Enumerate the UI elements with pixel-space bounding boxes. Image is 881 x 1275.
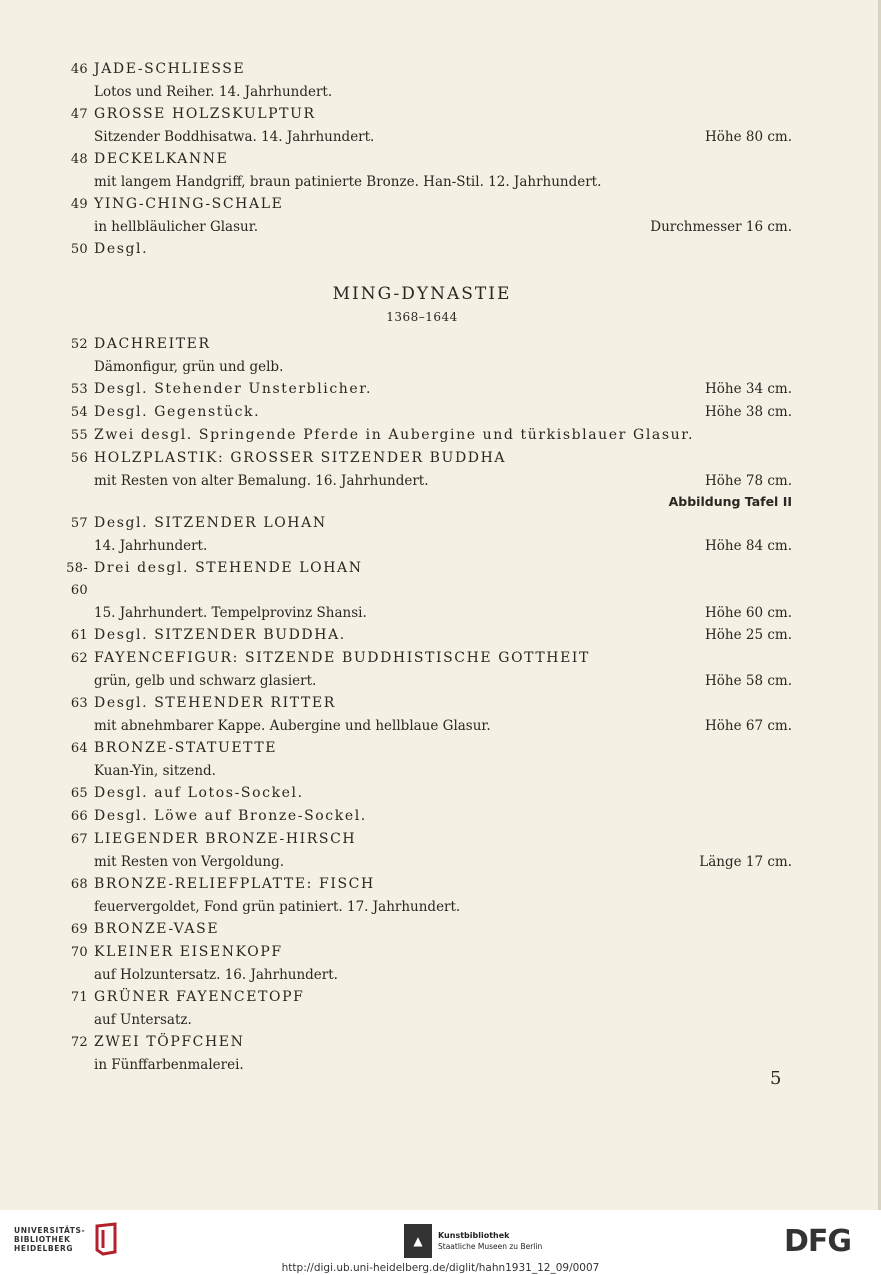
university-library-text: UNIVERSITÄTS- BIBLIOTHEK HEIDELBERG <box>14 1225 86 1253</box>
entry-measurement: Durchmesser 16 cm. <box>650 219 792 235</box>
catalog-entry <box>52 941 792 986</box>
entry-description: auf Untersatz. <box>94 1012 192 1028</box>
entry-description: in hellbläulicher Glasur. <box>94 219 258 235</box>
catalog-entry <box>52 1031 792 1076</box>
entry-title: JADE-SCHLIESSE <box>94 61 246 77</box>
catalog-entry <box>52 58 792 103</box>
entry-title: YING-CHING-SCHALE <box>94 196 284 212</box>
entry-description: mit langem Handgriff, braun patinierte Bronze. Han-Stil. 12. Jahrhundert. <box>94 174 602 190</box>
entry-title: Desgl. Stehender Unsterblicher. <box>94 381 373 397</box>
entry-description: Lotos und Reiher. 14. Jahrhundert. <box>94 84 333 100</box>
catalog-entry <box>52 557 792 624</box>
entry-measurement: Höhe 60 cm. <box>705 605 792 621</box>
entry-title: HOLZPLASTIK: GROSSER SITZENDER BUDDHA <box>94 450 507 466</box>
entry-title: Drei desgl. STEHENDE LOHAN <box>94 560 363 576</box>
entry-title: BRONZE-STATUETTE <box>94 740 278 756</box>
catalog-entry <box>52 193 792 238</box>
university-library-logo[interactable] <box>14 1222 119 1256</box>
entry-number: 52 <box>70 337 88 352</box>
catalog-entry <box>52 624 792 647</box>
entry-description: mit abnehmbarer Kappe. Aubergine und hellblaue Glasur. <box>94 718 491 734</box>
entry-number: 64 <box>70 741 88 756</box>
entry-title: FAYENCEFIGUR: SITZENDE BUDDHISTISCHE GOTTHEIT <box>94 650 590 666</box>
entry-title: LIEGENDER BRONZE-HIRSCH <box>94 831 357 847</box>
catalog-entry <box>52 447 792 512</box>
entry-measurement: Höhe 80 cm. <box>705 129 792 145</box>
entry-description: auf Holzuntersatz. 16. Jahrhundert. <box>94 967 338 983</box>
entry-measurement: Höhe 84 cm. <box>705 538 792 554</box>
entry-number: 69 <box>70 922 88 937</box>
entry-title: Desgl. Löwe auf Bronze-Sockel. <box>94 808 367 824</box>
entry-number: 55 <box>70 428 88 443</box>
catalog-entry <box>52 805 792 828</box>
catalog-entry <box>52 986 792 1031</box>
entry-description: Sitzender Boddhisatwa. 14. Jahrhundert. <box>94 129 375 145</box>
catalog-entry <box>52 873 792 918</box>
entry-title: KLEINER EISENKOPF <box>94 944 283 960</box>
entry-description: 14. Jahrhundert. <box>94 538 208 554</box>
entry-measurement: Höhe 78 cm. <box>705 473 792 489</box>
entry-description: Dämonfigur, grün und gelb. <box>94 359 284 375</box>
entry-description: Kuan-Yin, sitzend. <box>94 763 216 779</box>
entry-title: ZWEI TÖPFCHEN <box>94 1034 245 1050</box>
entry-number: 66 <box>70 809 88 824</box>
entry-number: 72 <box>70 1035 88 1050</box>
section-heading <box>52 281 792 327</box>
entry-title: DACHREITER <box>94 336 211 352</box>
entry-number: 57 <box>70 516 88 531</box>
kunstbibliothek-mark-icon: ▲ <box>404 1224 432 1258</box>
entry-number: 68 <box>70 877 88 892</box>
entry-number: 71 <box>70 990 88 1005</box>
entry-measurement: Höhe 67 cm. <box>705 718 792 734</box>
catalog-entry <box>52 512 792 557</box>
entry-measurement: Höhe 25 cm. <box>705 627 792 643</box>
entry-number: 58-60 <box>66 561 88 598</box>
section-years: 1368–1644 <box>386 310 458 324</box>
entry-measurement: Höhe 34 cm. <box>705 381 792 397</box>
entry-number: 53 <box>70 382 88 397</box>
entry-number: 63 <box>70 696 88 711</box>
entry-title: BRONZE-RELIEFPLATTE: FISCH <box>94 876 375 892</box>
entry-measurement: Höhe 58 cm. <box>705 673 792 689</box>
entry-title: Desgl. <box>94 241 149 257</box>
entry-description: feuervergoldet, Fond grün patiniert. 17. Jahrhundert. <box>94 899 461 915</box>
university-seal-icon <box>93 1222 119 1256</box>
entry-number: 61 <box>70 628 88 643</box>
section-title: MING-DYNASTIE <box>332 284 512 304</box>
entry-description: in Fünffarbenmalerei. <box>94 1057 244 1073</box>
entry-number: 50 <box>70 242 88 257</box>
entry-number: 47 <box>70 107 88 122</box>
entry-title: Zwei desgl. Springende Pferde in Aubergine und türkisblauer Glasur. <box>94 427 695 443</box>
kunstbibliothek-title: Kunstbibliothek <box>438 1231 510 1240</box>
entry-measurement: Höhe 38 cm. <box>705 404 792 420</box>
catalog-entry <box>52 333 792 378</box>
entry-number: 56 <box>70 451 88 466</box>
catalog-entry <box>52 782 792 805</box>
entry-description: mit Resten von alter Bemalung. 16. Jahrhundert. <box>94 473 429 489</box>
entry-number: 48 <box>70 152 88 167</box>
entry-number: 65 <box>70 786 88 801</box>
catalog-entry <box>52 238 792 261</box>
entry-number: 70 <box>70 945 88 960</box>
catalog-entry <box>52 828 792 873</box>
catalog-entry <box>52 918 792 941</box>
page-number: 5 <box>770 1068 782 1089</box>
entry-title: Desgl. Gegenstück. <box>94 404 261 420</box>
entry-title: GROSSE HOLZSKULPTUR <box>94 106 316 122</box>
catalog-entry <box>52 148 792 193</box>
illustration-note: Abbildung Tafel II <box>668 494 792 509</box>
entries-part1 <box>52 58 792 261</box>
catalog-list <box>52 58 792 1076</box>
catalog-entry <box>52 692 792 737</box>
footer <box>0 1210 881 1275</box>
dfg-logo[interactable]: DFG <box>784 1224 852 1259</box>
entries-part2 <box>52 333 792 1076</box>
entry-title: Desgl. SITZENDER BUDDHA. <box>94 627 346 643</box>
entry-title: Desgl. SITZENDER LOHAN <box>94 515 327 531</box>
catalog-entry <box>52 647 792 692</box>
entry-description: mit Resten von Vergoldung. <box>94 854 285 870</box>
catalog-entry <box>52 737 792 782</box>
entry-number: 49 <box>70 197 88 212</box>
entry-measurement: Länge 17 cm. <box>699 854 792 870</box>
entry-title: GRÜNER FAYENCETOPF <box>94 989 305 1005</box>
entry-title: BRONZE-VASE <box>94 921 220 937</box>
entry-title: Desgl. auf Lotos-Sockel. <box>94 785 304 801</box>
kunstbibliothek-subtitle: Staatliche Museen zu Berlin <box>438 1242 543 1251</box>
entry-number: 67 <box>70 832 88 847</box>
source-url[interactable]: http://digi.ub.uni-heidelberg.de/diglit/hahn1931_12_09/0007 <box>281 1262 600 1274</box>
entry-description: grün, gelb und schwarz glasiert. <box>94 673 317 689</box>
entry-number: 62 <box>70 651 88 666</box>
entry-title: Desgl. STEHENDER RITTER <box>94 695 336 711</box>
kunstbibliothek-logo[interactable] <box>404 1224 542 1258</box>
catalog-entry <box>52 424 792 447</box>
catalog-entry <box>52 378 792 401</box>
catalog-entry <box>52 401 792 424</box>
entry-description: 15. Jahrhundert. Tempelprovinz Shansi. <box>94 605 367 621</box>
entry-number: 54 <box>70 405 88 420</box>
entry-title: DECKELKANNE <box>94 151 229 167</box>
entry-number: 46 <box>70 62 88 77</box>
catalog-entry <box>52 103 792 148</box>
